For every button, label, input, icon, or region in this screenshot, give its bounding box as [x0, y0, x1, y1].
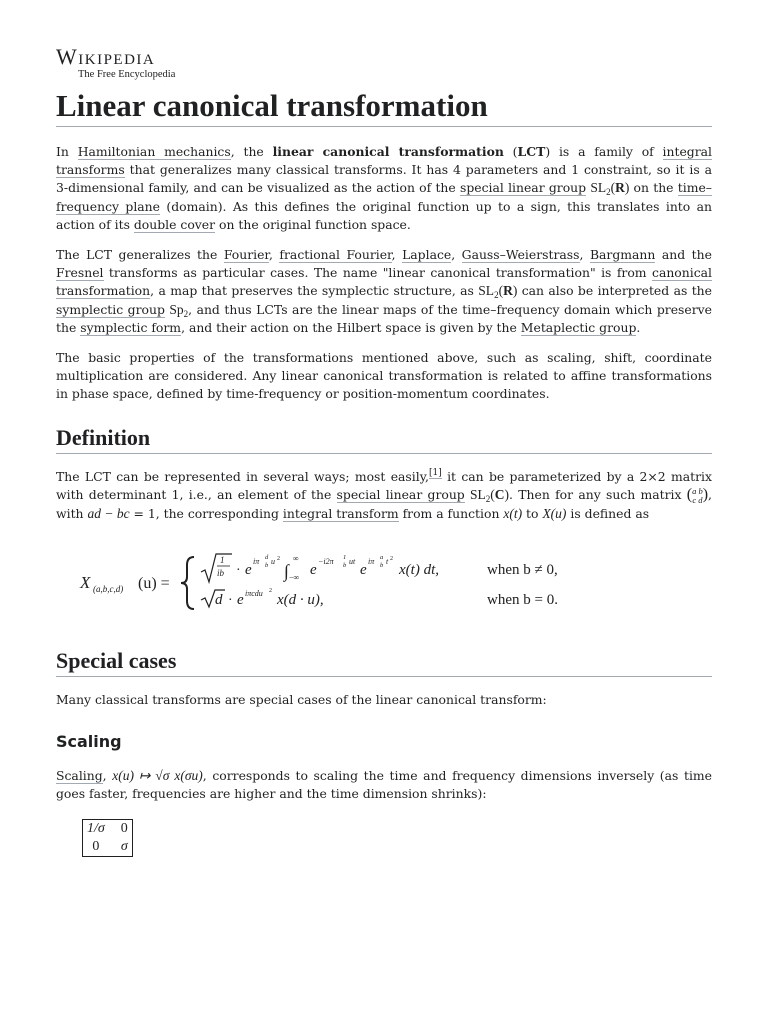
- case2-e: e: [237, 591, 244, 608]
- section-heading-definition: Definition: [56, 424, 712, 454]
- matrix-value: 0: [92, 839, 100, 855]
- case2-exp-pow: 2: [269, 587, 272, 594]
- matrix-entry-22: [113, 838, 133, 857]
- matrix-table: [82, 819, 133, 857]
- page-title: Linear canonical transformation: [56, 88, 712, 127]
- math-determinant: ad − bc: [87, 505, 130, 521]
- text: on the original function space.: [215, 216, 411, 232]
- text: , and their action on the Hilbert space is given by the: [181, 319, 521, 335]
- link-metaplectic-group[interactable]: Metaplectic group: [520, 319, 637, 335]
- text: .: [636, 319, 641, 335]
- text: and the: [655, 247, 712, 263]
- text: ,: [579, 247, 590, 263]
- text: to: [522, 505, 543, 521]
- logo-tagline: The Free Encyclopedia: [78, 69, 176, 80]
- matrix-row: [83, 820, 133, 839]
- math-sp2: [169, 302, 188, 317]
- link-special-linear-group[interactable]: special linear group: [459, 180, 587, 196]
- text: The LCT can be represented in several ways; most easily,: [56, 468, 429, 484]
- subsection-heading-scaling: Scaling: [56, 731, 122, 751]
- text: ,: [102, 767, 113, 783]
- case1-frac2-num: 1: [343, 553, 347, 561]
- case2-sqrt-arg: d: [215, 591, 223, 608]
- section-heading-special-cases: Special cases: [56, 647, 712, 677]
- text: , with: [56, 486, 712, 521]
- case1-exp2-tail: ut: [349, 556, 356, 566]
- case1-sqrt-num: 1: [220, 554, 225, 565]
- case1-rest: x(t) dt,: [399, 561, 439, 578]
- text: can also be interpreted as the: [517, 283, 712, 299]
- text: that generalizes many classical transforms. It has 4 parameters and 1 constraint, so it is a 3-dimensional family, and can be visualized as the action of the: [56, 162, 712, 196]
- formula-lhs-sub: (a,b,c,d): [93, 583, 124, 594]
- case1-integral: ∫: [284, 560, 289, 581]
- text: ) is a family of: [545, 144, 663, 159]
- text: In: [56, 144, 78, 159]
- case1-exp2: −i2π: [318, 556, 334, 566]
- link-integral-transforms[interactable]: integral transforms: [56, 144, 713, 178]
- math-sub: 2: [485, 493, 491, 504]
- article: [56, 46, 712, 857]
- math-sl2r: [590, 180, 630, 198]
- scaling-paragraph: [56, 767, 712, 803]
- case1-frac3-num: a: [380, 553, 384, 561]
- link-laplace[interactable]: Laplace: [402, 247, 452, 263]
- math-paren: ): [504, 486, 510, 502]
- math-complex: C: [494, 486, 505, 502]
- link-scaling[interactable]: Scaling: [56, 767, 103, 783]
- scaling-matrix: [82, 819, 712, 857]
- link-gauss-weierstrass[interactable]: Gauss–Weierstrass: [461, 247, 580, 263]
- math-reals: R: [615, 180, 625, 196]
- formula-lhs-x: X: [80, 572, 91, 592]
- case1-exp1-pow: 2: [277, 555, 280, 562]
- link-fourier[interactable]: Fourier: [223, 247, 269, 263]
- logo-wordmark-text: Wikipedia: [56, 44, 156, 69]
- matrix-entry: c: [692, 494, 697, 505]
- text: (: [503, 144, 518, 159]
- matrix-value: σ: [120, 839, 128, 855]
- matrix-value: 1/σ: [87, 821, 105, 837]
- text: . Then for any such matrix: [509, 486, 687, 502]
- link-double-cover[interactable]: double cover: [133, 216, 216, 232]
- case2-dot: ·: [228, 592, 233, 608]
- matrix-entry: b: [698, 485, 703, 496]
- case1-frac2-den: b: [343, 561, 347, 569]
- formula-svg: [56, 543, 712, 619]
- math-sl: SL: [470, 486, 486, 502]
- matrix-value: 0: [120, 821, 128, 837]
- math-paren: (: [490, 486, 495, 502]
- math-scaling-expr: x(u) ↦ √σ x(σu): [112, 767, 203, 783]
- case1-frac3-den: b: [380, 561, 384, 569]
- matrix-entry-12: [113, 820, 133, 839]
- reference-link[interactable]: [1]: [429, 467, 442, 478]
- formula-lhs-arg: (u) =: [138, 574, 170, 592]
- math-paren: (: [610, 180, 616, 196]
- text: (domain). As this defines the original function up to a sign, this translates into an action of its: [56, 198, 713, 232]
- case1-exp1: iπ: [253, 556, 260, 566]
- link-symplectic-form[interactable]: symplectic form: [80, 319, 182, 335]
- intro-paragraph-3: The basic properties of the transformations mentioned above, such as scaling, shift, coordinate multiplication are considered. Any linear canonical transformation is related to affine transformations in phase space, defined by time-frequency or position-momentum coordinates.: [56, 350, 712, 402]
- text: ,: [268, 247, 280, 263]
- text: is defined as: [566, 505, 650, 521]
- matrix-entry: a: [692, 485, 697, 496]
- case2-rest: x(d · u),: [277, 591, 324, 608]
- case1-int-lower: −∞: [289, 572, 300, 582]
- text: ,: [391, 247, 403, 263]
- matrix-entry-21: [83, 838, 113, 857]
- math-sl2r: [478, 283, 518, 301]
- link-symplectic-group[interactable]: symplectic group: [56, 301, 165, 317]
- text: = 1, the corresponding: [129, 505, 283, 521]
- case1-e1: e: [245, 561, 252, 578]
- math-sp: Sp: [169, 301, 184, 317]
- formula-brace: [181, 557, 194, 609]
- text: , corresponds to scaling the time and frequency dimensions inversely (as time goes faster, frequencies are higher and the time dimension shrinks):: [56, 767, 712, 802]
- case1-e3: e: [360, 561, 367, 578]
- case2-exp: iπcdu: [245, 588, 263, 598]
- bold-abbrev: LCT: [517, 144, 546, 159]
- case1-sqrt-den: ib: [217, 567, 225, 578]
- intro-paragraph-1: [56, 143, 712, 234]
- link-canonical-transformation[interactable]: canonical transformation: [56, 265, 712, 299]
- link-special-linear-group[interactable]: special linear group: [336, 486, 465, 502]
- text: transforms as particular cases. The name "linear canonical transformation" is from: [103, 265, 652, 281]
- intro-paragraph-2: [56, 246, 712, 337]
- case1-e2: e: [310, 561, 317, 578]
- bold-term: linear canonical transformation: [272, 144, 504, 159]
- link-time-frequency-plane[interactable]: time–frequency plane: [56, 180, 712, 214]
- case1-frac1-den: b: [265, 561, 269, 569]
- case1-dot: ·: [236, 562, 241, 578]
- math-sub: 2: [606, 187, 611, 198]
- link-fractional-fourier[interactable]: fractional Fourier: [279, 247, 392, 263]
- math-sub: 2: [494, 290, 499, 301]
- case1-int-upper: ∞: [293, 553, 299, 563]
- inline-matrix: (a b c d): [686, 485, 709, 505]
- math-paren: ): [512, 283, 518, 299]
- link-hamiltonian-mechanics[interactable]: Hamiltonian mechanics: [77, 144, 231, 159]
- math-sl: SL: [478, 283, 495, 299]
- math-paren: (: [498, 283, 504, 299]
- math-sl: SL: [590, 180, 607, 196]
- text: on the: [629, 180, 678, 196]
- link-integral-transform[interactable]: integral transform: [282, 505, 399, 521]
- text: ,: [451, 247, 462, 263]
- math-paren: ): [624, 180, 630, 196]
- case1-condition: when b ≠ 0,: [487, 561, 558, 578]
- math-xt: x(t): [503, 505, 523, 521]
- math-reals: R: [503, 283, 513, 299]
- case1-exp1-tail: u: [271, 556, 275, 566]
- case1-exp3-tail: t: [386, 556, 389, 566]
- lct-definition-formula: [56, 543, 712, 619]
- wikipedia-logo[interactable]: [56, 46, 712, 86]
- text: The LCT generalizes the: [56, 247, 224, 263]
- special-cases-intro: Many classical transforms are special cases of the linear canonical transform:: [56, 691, 547, 707]
- logo-wordmark: [56, 46, 712, 68]
- case1-exp3: iπ: [368, 556, 375, 566]
- link-fresnel[interactable]: Fresnel: [56, 265, 104, 281]
- text: it can be parameterized by a 2×2 matrix with determinant 1, i.e., an element of the: [56, 468, 712, 502]
- case1-exp3-pow: 2: [390, 555, 393, 562]
- link-bargmann[interactable]: Bargmann: [589, 247, 656, 263]
- matrix-entry-11: [83, 820, 113, 839]
- case1-frac1-num: d: [265, 553, 269, 561]
- math-sl2c: [470, 487, 509, 502]
- case2-condition: when b = 0.: [487, 591, 558, 608]
- text: , the: [230, 144, 273, 159]
- matrix-row: [83, 838, 133, 857]
- text: , and thus LCTs are the linear maps of the time–frequency domain which preserve the: [56, 301, 712, 335]
- math-xu: X(u): [542, 505, 567, 521]
- math-sub: 2: [183, 308, 189, 319]
- text: , a map that preserves the symplectic structure, as: [150, 283, 479, 299]
- definition-paragraph: [56, 468, 712, 523]
- text: from a function: [398, 505, 504, 521]
- matrix-entry: d: [698, 494, 703, 505]
